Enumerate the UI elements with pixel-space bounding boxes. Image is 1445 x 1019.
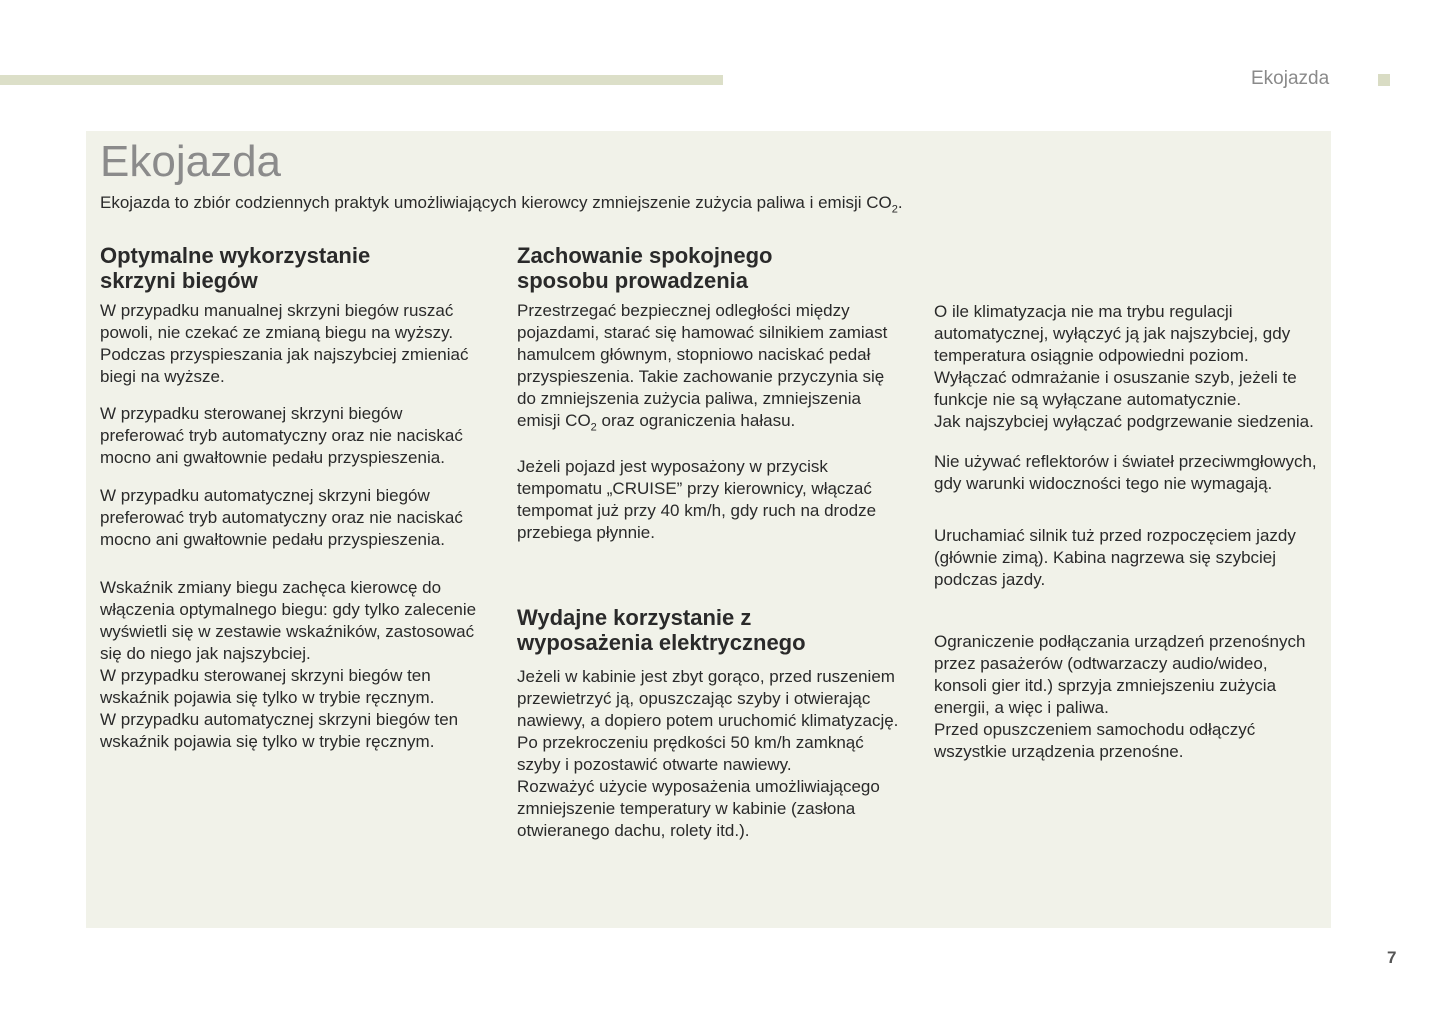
paragraph: O ile klimatyzacja nie ma trybu regulacji automatycznej, wyłączyć ją jak najszybciej, gdy temperatura osiągnie odpowiedni poziom.	[934, 302, 1291, 365]
paragraph: W przypadku automatycznej skrzyni biegów preferować tryb automatyczny oraz nie naciskać mocno ani gwałtownie pedału przyspieszenia.	[100, 486, 463, 549]
paragraph: Przestrzegać bezpiecznej odległości między pojazdami, starać się hamować silnikiem zamiast hamulcem głównym, stopniowo naciskać pedał przyspieszenia. Takie zachowanie przyczynia się do zmniejszenia zużycia paliwa, zmniejszenia emisji $CO_2$ oraz ograniczenia hałasu.	[517, 301, 888, 434]
heading-gearbox: Optymalne wykorzystanie skrzyni biegów	[100, 243, 371, 293]
paragraph: Nie używać reflektorów i świateł przeciwmgłowych, gdy warunki widoczności tego nie wymagają.	[934, 452, 1317, 493]
header-square-icon	[1378, 74, 1390, 86]
paragraph: Wskaźnik zmiany biegu zachęca kierowcę do włączenia optymalnego biegu: gdy tylko zalecenie wyświetli się w zestawie wskaźników, zastosować się do niego jak najszybciej.	[100, 578, 477, 663]
header-accent-bar	[0, 75, 723, 85]
intro-text: Ekojazda to zbiór codziennych praktyk umożliwiających kierowcy zmniejszenie zużycia paliwa i emisji $CO_2$.	[100, 193, 903, 216]
paragraph: Jak najszybciej wyłączać podgrzewanie siedzenia.	[934, 412, 1314, 431]
heading-calm-driving: Zachowanie spokojnego sposobu prowadzenia	[517, 243, 773, 293]
column-electrical-tips	[934, 301, 1324, 763]
paragraph: Jeżeli w kabinie jest zbyt gorąco, przed ruszeniem przewietrzyć ją, opuszczając szyby i otwierając nawiewy, a dopiero potem uruchomić klimatyzację.	[517, 667, 899, 731]
paragraph: W przypadku sterowanej skrzyni biegów ten wskaźnik pojawia się tylko w trybie ręcznym.	[100, 666, 435, 707]
page-title: Ekojazda	[100, 137, 282, 186]
column-driving	[517, 243, 907, 842]
paragraph: Przed opuszczeniem samochodu odłączyć wszystkie urządzenia przenośne.	[934, 720, 1256, 761]
paragraph: Ograniczenie podłączania urządzeń przenośnych przez pasażerów (odtwarzaczy audio/wideo, konsoli gier itd.) sprzyja zmniejszeniu zużycia energii, a więc i paliwa.	[934, 632, 1306, 717]
paragraph: W przypadku sterowanej skrzyni biegów preferować tryb automatyczny oraz nie naciskać mocno ani gwałtownie pedału przyspieszenia.	[100, 404, 463, 467]
paragraph: Jeżeli pojazd jest wyposażony w przycisk tempomatu „CRUISE” przy kierownicy, włączać tempomat już przy 40 km/h, gdy ruch na drodze przebiega płynnie.	[517, 457, 877, 543]
paragraph: W przypadku manualnej skrzyni biegów ruszać powoli, nie czekać ze zmianą biegu na wyższy. Podczas przyspieszania jak najszybciej zmieniać biegi na wyższe.	[100, 301, 469, 386]
paragraph: Rozważyć użycie wyposażenia umożliwiającego zmniejszenie temperatury w kabinie (zasłona otwieranego dachu, rolety itd.).	[517, 777, 880, 841]
paragraph: Wyłączać odmrażanie i osuszanie szyb, jeżeli te funkcje nie są wyłączane automatycznie.	[934, 368, 1297, 409]
paragraph: Po przekroczeniu prędkości 50 km/h zamknąć szyby i pozostawić otwarte nawiewy.	[517, 733, 864, 775]
header-section-label: Ekojazda	[1251, 68, 1330, 89]
column-gearbox	[100, 243, 490, 753]
paragraph: Uruchamiać silnik tuż przed rozpoczęciem jazdy (głównie zimą). Kabina nagrzewa się szybciej podczas jazdy.	[934, 526, 1296, 589]
page-number: 7	[1387, 948, 1397, 967]
heading-electrical: Wydajne korzystanie z wyposażenia elektrycznego	[517, 605, 806, 656]
paragraph: W przypadku automatycznej skrzyni biegów ten wskaźnik pojawia się tylko w trybie ręcznym.	[100, 710, 459, 751]
